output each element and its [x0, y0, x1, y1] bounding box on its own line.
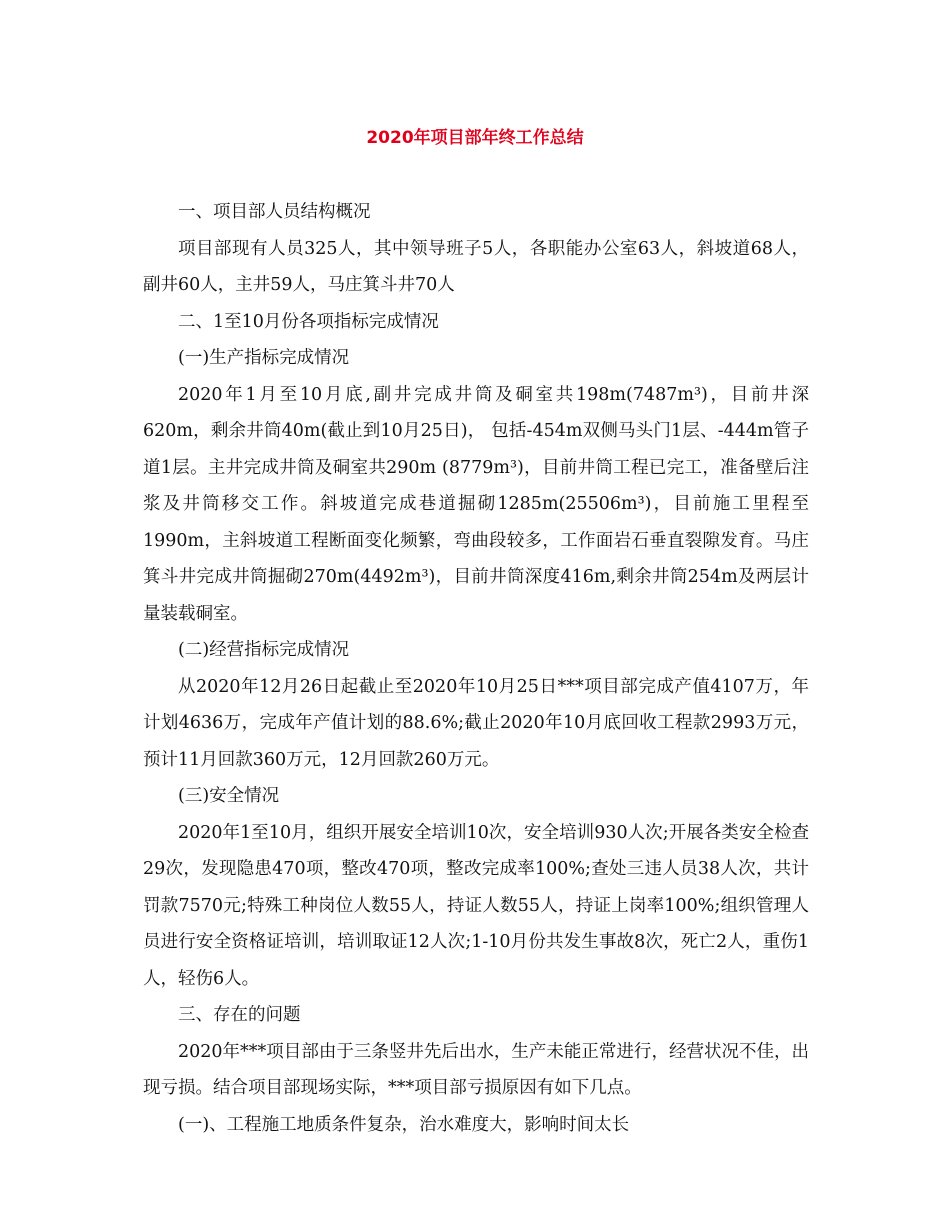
- paragraph-problems: 2020年***项目部由于三条竖井先后出水，生产未能正常进行，经营状况不佳，出现亏损。结合项目部现场实际，***项目部亏损原因有如下几点。: [143, 1041, 809, 1098]
- subheading-safety: (三)安全情况: [178, 786, 280, 806]
- document-body: [143, 194, 809, 1143]
- subheading-geology: (一)、工程施工地质条件复杂，治水难度大，影响时间太长: [178, 1114, 630, 1135]
- subheading-production: (一)生产指标完成情况: [178, 348, 350, 368]
- subheading-operations: (二)经营指标完成情况: [178, 640, 350, 660]
- section-heading-problems: 三、存在的问题: [178, 1005, 301, 1025]
- paragraph-operations: 从2020年12月26日起截止至2020年10月25日***项目部完成产值4107万，年计划4636万，完成年产值计划的88.6%;截止2020年10月底回收工程款2993万元，预计11月回款360万元，12月回款260万元。: [143, 676, 809, 770]
- paragraph-production: 2020年1月至10月底,副井完成井筒及硐室共198m(7487m³)，目前井深620m，剩余井筒40m(截止到10月25日)， 包括-454m双侧马头门1层、-444m管子道1层。主井完成井筒及硐室共290m (8779m³)，目前井筒工程已完工，准备壁后注浆及井筒移交工作。斜坡道完成巷道掘砌1285m(25506m³)，目前施工里程至1990m，主斜坡道工程断面变化频繁，弯曲段较多，工作面岩石垂直裂隙发育。马庄箕斗井完成井筒掘砌270m(4492m³)，目前井筒深度416m,剩余井筒254m及两层计量装载硐室。: [143, 384, 809, 624]
- section-heading-indicators: 二、1至10月份各项指标完成情况: [178, 311, 439, 332]
- paragraph-staff-count: 项目部现有人员325人，其中领导班子5人，各职能办公室63人，斜坡道68人，副井60人，主井59人，马庄箕斗井70人: [143, 238, 809, 295]
- paragraph-safety: 2020年1至10月，组织开展安全培训10次，安全培训930人次;开展各类安全检查29次，发现隐患470项，整改470项，整改完成率100%;查处三违人员38人次，共计罚款7570元;特殊工种岗位人数55人，持证人数55人，持证上岗率100%;组织管理人员进行安全资格证培训，培训取证12人次;1-10月份共发生事故8次，死亡2人，重伤1人，轻伤6人。: [143, 822, 809, 989]
- section-heading-staff-structure: 一、项目部人员结构概况: [178, 202, 371, 222]
- document-title: 2020年项目部年终工作总结: [366, 128, 584, 148]
